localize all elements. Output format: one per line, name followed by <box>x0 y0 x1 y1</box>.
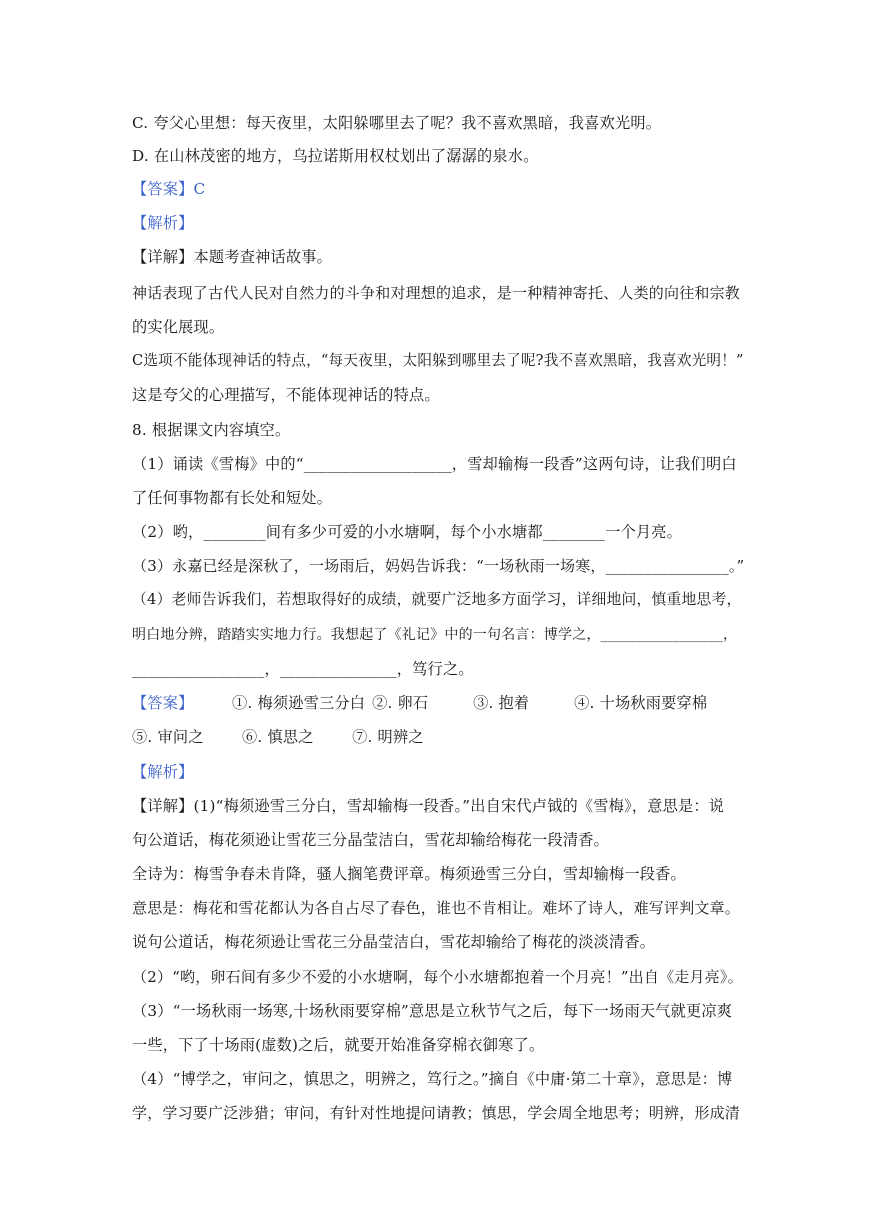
body-line: 意思是：梅花和雪花都认为各自占尽了春色，谁也不肯相让。难坏了诗人，难写评判文章。 <box>132 899 741 917</box>
question-item: （2）哟，________间有多少可爱的小水塘啊，每个小水塘都________一个月亮。 <box>132 523 683 541</box>
question-item: （4）老师告诉我们，若想取得好的成绩，就要广泛地多方面学习，详细地问，慎重地思考， <box>132 591 742 608</box>
detail-line: 【详解】本题考查神话故事。 <box>132 248 333 266</box>
body-line: 神话表现了古代人民对自然力的斗争和对理想的追求，是一种精神寄托、人类的向往和宗教 <box>132 284 741 302</box>
question-item: （3）永嘉已经是深秋了，一场雨后，妈妈告诉我：“一场秋雨一场寒，________________。” <box>132 557 745 575</box>
body-line: （3）“一场秋雨一场寒,十场秋雨要穿棉”意思是立秋节气之后，每下一场雨天气就更凉爽 <box>132 1002 733 1020</box>
analysis-label: 【解析】 <box>132 214 194 232</box>
option-c: C. 夸父心里想：每天夜里，太阳躲哪里去了呢？我不喜欢黑暗，我喜欢光明。 <box>132 114 662 132</box>
question-item: （1）诵读《雪梅》中的“___________________，雪却输梅一段香”这两句诗，让我们明白 <box>132 455 737 473</box>
detail-line: 【详解】(1)“梅须逊雪三分白，雪却输梅一段香。”出自宋代卢钺的《雪梅》，意思是：说 <box>132 797 725 815</box>
answer-options-row <box>132 727 742 747</box>
answer-option: ③. 抱着 <box>473 694 530 712</box>
body-line: C选项不能体现神话的特点，“每天夜里，太阳躲到哪里去了呢?我不喜欢黑暗，我喜欢光明！” <box>132 352 744 369</box>
answer-option: ⑥. 慎思之 <box>242 728 314 746</box>
body-line: 一些，下了十场雨(虚数)之后，就要开始准备穿棉衣御寒了。 <box>132 1036 545 1054</box>
question-title: 8. 根据课文内容填空。 <box>132 421 291 439</box>
answer-option: ①. 梅须逊雪三分白 <box>232 694 366 712</box>
question-item: 明白地分辨，踏踏实实地力行。我想起了《礼记》中的一句名言：博学之，_________________， <box>132 627 738 643</box>
option-d: D. 在山林茂密的地方，乌拉诺斯用权杖划出了潺潺的泉水。 <box>132 147 539 165</box>
answer-option: ⑦. 明辨之 <box>352 728 424 746</box>
answer-option: ⑤. 审问之 <box>132 728 204 746</box>
body-line: （4）“博学之，审问之，慎思之，明辨之，笃行之。”摘自《中庸·第二十章》，意思是：博 <box>132 1070 733 1088</box>
analysis-label: 【解析】 <box>132 763 194 781</box>
answer-label: 【答案】 <box>132 694 194 712</box>
answer-option: ②. 卵石 <box>372 694 429 712</box>
question-item: _________________，_______________，笃行之。 <box>132 660 474 678</box>
body-line: （2）“哟，卵石间有多少不爱的小水塘啊，每个小水塘都抱着一个月亮！”出自《走月亮》。 <box>132 968 743 986</box>
body-line: 这是夸父的心理描写，不能体现神话的特点。 <box>132 386 440 404</box>
body-line: 学，学习要广泛涉猎；审问，有针对性地提问请教；慎思，学会周全地思考；明辨，形成清 <box>132 1104 741 1122</box>
answer-options-row <box>132 693 742 713</box>
answer-label: 【答案】C <box>132 180 206 198</box>
body-line: 句公道话，梅花须逊让雪花三分晶莹洁白，雪花却输给梅花一段清香。 <box>132 831 610 849</box>
question-item: 了任何事物都有长处和短处。 <box>132 489 333 507</box>
body-line: 全诗为：梅雪争春未肯降，骚人搁笔费评章。梅须逊雪三分白，雪却输梅一段香。 <box>132 865 686 883</box>
body-line: 说句公道话，梅花须逊让雪花三分晶莹洁白，雪花却输给了梅花的淡淡清香。 <box>132 933 656 951</box>
body-line: 的实化展现。 <box>132 318 225 336</box>
answer-option: ④. 十场秋雨要穿棉 <box>574 694 708 712</box>
